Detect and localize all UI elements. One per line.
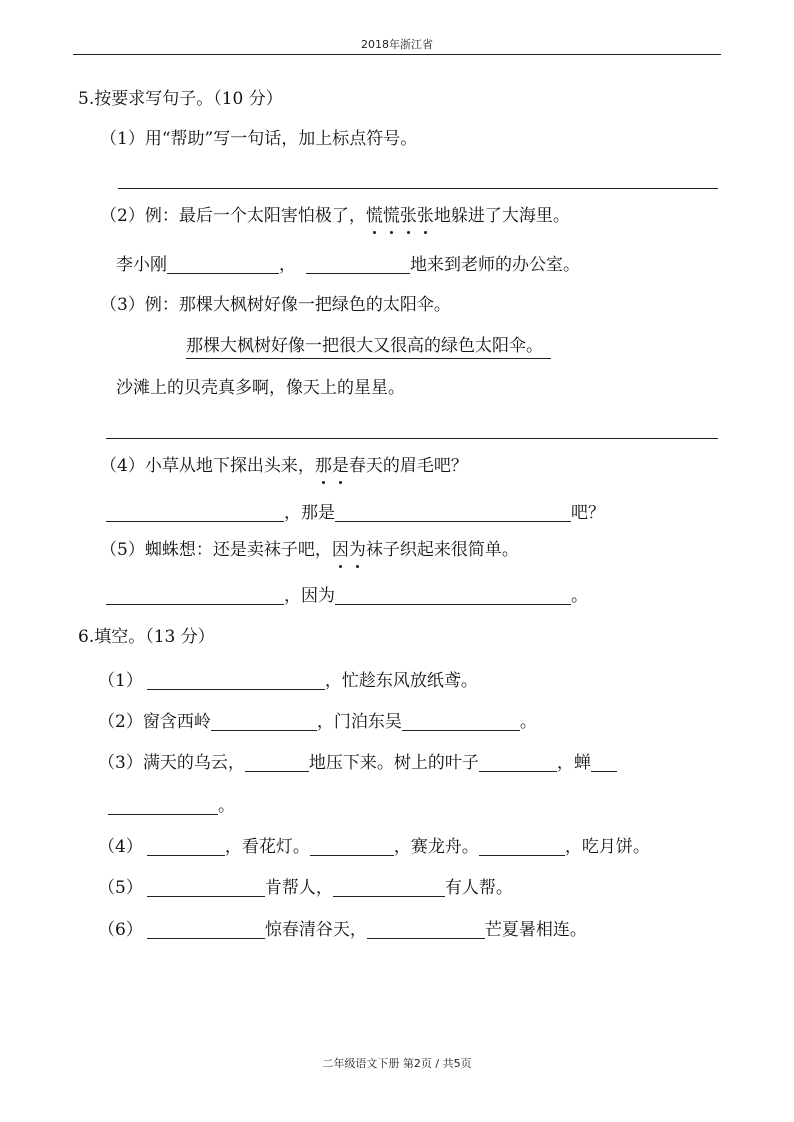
q5-4-answer-mid: ，那是 (284, 503, 335, 523)
q5-2-example-post: 地躲进了大海里。 (433, 206, 570, 226)
q6-6-a: 惊春清谷天， (264, 920, 367, 940)
q5-3-model-text: 那棵大枫树好像一把很大又很高的绿色太阳伞。 (186, 336, 551, 359)
q5-3-example: （3）例：那棵大枫树好像一把绿色的太阳伞。 (100, 295, 451, 315)
blank[interactable] (147, 671, 325, 690)
q5-4-prompt-post: 春天的眉毛吧？ (348, 456, 468, 476)
q5-2-example-pre: （2）例：最后一个太阳害怕极了， (100, 206, 366, 226)
q5-2-task (116, 254, 580, 276)
q6-2 (98, 711, 537, 733)
blank[interactable] (591, 753, 617, 772)
q6-6-b: 芒夏暑相连。 (484, 920, 587, 940)
blank[interactable] (108, 796, 218, 815)
q6-1-num: （1） (98, 671, 143, 691)
q6-3-num: （3）满天的乌云， (98, 753, 245, 773)
q5-4-prompt-pre: （4）小草从地下探出头来， (100, 456, 315, 476)
page-footer: 二年级语文下册 第2页 / 共5页 (322, 1057, 472, 1070)
dotted-char: 是 (331, 456, 349, 476)
q5-2-example (100, 205, 570, 227)
q5-3-model-answer (186, 335, 551, 357)
q5-5-answer (106, 585, 588, 607)
q5-1-answer-line[interactable] (118, 188, 718, 189)
q6-3 (98, 752, 617, 774)
dotted-char: 为 (348, 540, 366, 560)
q5-2-task-post: 地来到老师的办公室。 (410, 255, 580, 275)
blank[interactable] (335, 503, 571, 522)
q6-5-a: 肯帮人， (264, 878, 333, 898)
blank[interactable] (147, 878, 265, 897)
blank[interactable] (310, 837, 394, 856)
dotted-char: 张 (399, 206, 417, 226)
q6-3-cont (108, 795, 235, 817)
q6-5-b: 有人帮。 (444, 878, 513, 898)
q5-3-task: 沙滩上的贝壳真多啊，像天上的星星。 (116, 378, 405, 398)
q6-4-num: （4） (98, 837, 143, 857)
q6-6 (98, 919, 587, 941)
blank[interactable] (479, 753, 557, 772)
q6-2-mid: ，门泊东吴 (316, 712, 402, 732)
q5-5-prompt-post: 袜子织起来很简单。 (365, 540, 519, 560)
q5-5-answer-end: 。 (571, 586, 588, 606)
q5-4-prompt (100, 455, 468, 477)
q6-5 (98, 877, 513, 899)
blank[interactable] (211, 712, 317, 731)
q5-5-answer-mid: ，因为 (284, 586, 335, 606)
blank[interactable] (245, 753, 309, 772)
q6-3-end: 。 (218, 796, 235, 816)
blank[interactable] (479, 837, 565, 856)
q5-title: 5.按要求写句子。（10 分） (78, 89, 283, 109)
dotted-char: 慌 (365, 206, 383, 226)
blank[interactable] (333, 878, 445, 897)
header-rule (73, 54, 721, 55)
q5-5-prompt (100, 539, 519, 561)
q6-1-post: ，忙趁东风放纸鸢。 (324, 671, 478, 691)
q5-4-answer-end: 吧？ (571, 503, 605, 523)
blank[interactable] (147, 837, 225, 856)
q6-2-num: （2）窗含西岭 (98, 712, 211, 732)
blank[interactable] (167, 255, 279, 274)
q6-title: 6.填空。（13 分） (78, 627, 215, 647)
page-header: 2018年浙江省 (361, 38, 433, 51)
q5-5-prompt-pre: （5）蜘蛛想：还是卖袜子吧， (100, 540, 332, 560)
q6-3-mid2: ，蝉 (556, 753, 591, 773)
q6-6-num: （6） (98, 920, 143, 940)
blank[interactable] (306, 255, 410, 274)
q6-4-c: ，吃月饼。 (564, 837, 650, 857)
q5-1-prompt: （1）用“帮助”写一句话，加上标点符号。 (100, 129, 418, 149)
dotted-char: 因 (331, 540, 349, 560)
dotted-char: 张 (416, 206, 434, 226)
blank[interactable] (367, 920, 485, 939)
q6-4 (98, 836, 650, 858)
blank[interactable] (106, 586, 284, 605)
q6-3-mid: 地压下来。树上的叶子 (308, 753, 479, 773)
q5-3-answer-line[interactable] (106, 438, 718, 439)
q5-4-answer (106, 502, 605, 524)
q6-4-a: ，看花灯。 (224, 837, 310, 857)
blank[interactable] (335, 586, 571, 605)
q6-1 (98, 670, 478, 692)
blank[interactable] (147, 920, 265, 939)
q5-2-task-pre: 李小刚 (116, 255, 167, 275)
q6-5-num: （5） (98, 878, 143, 898)
q6-2-end: 。 (519, 712, 537, 732)
dotted-char: 慌 (382, 206, 400, 226)
q6-4-b: ，赛龙舟。 (393, 837, 479, 857)
dotted-char: 那 (314, 456, 332, 476)
blank[interactable] (106, 503, 284, 522)
blank[interactable] (402, 712, 520, 731)
q5-2-task-mid: ， (279, 255, 296, 275)
